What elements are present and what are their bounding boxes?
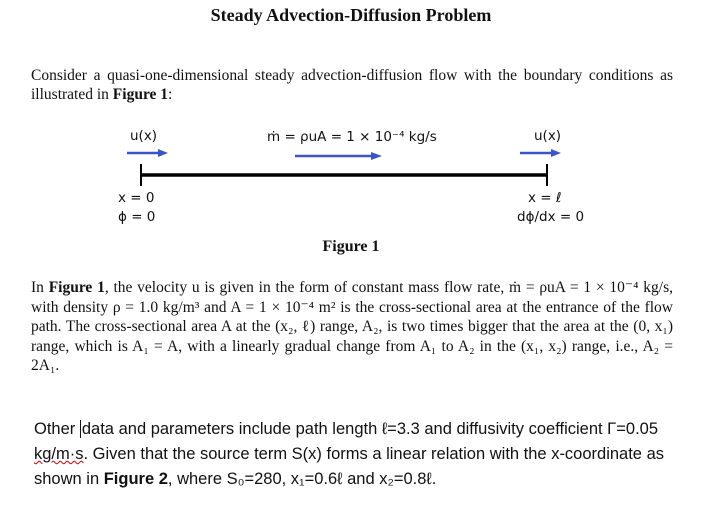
para3-units-spellcheck: kg/m·s xyxy=(34,445,84,463)
domain-bar xyxy=(141,164,547,186)
mass-flow-label: ṁ = ρuA = 1 × 10⁻⁴ kg/s xyxy=(267,129,437,145)
description-paragraph xyxy=(31,278,673,376)
para3-text-5: . Given that the source term S(x) forms a linear relation with the x-coordinate as shown in xyxy=(34,445,664,488)
para3-text-3: and parameters include path length ℓ=3.3 and diffusivity coefficient Γ=0.05 xyxy=(118,420,659,438)
para3-text-2: data xyxy=(81,420,114,438)
para3-text-6: , where S₀=280, x₁=0.6ℓ and x₂=0.8ℓ. xyxy=(167,470,437,488)
para2-figure-ref: Figure 1 xyxy=(48,279,105,296)
right-bc-x: x = ℓ xyxy=(528,190,562,206)
left-bc-x: x = 0 xyxy=(118,190,155,206)
velocity-label-left: u(x) xyxy=(130,128,158,144)
para3-text-1: Other xyxy=(34,420,76,438)
figure-1-diagram xyxy=(0,0,702,240)
figure-1-caption: Figure 1 xyxy=(322,238,380,255)
velocity-label-right: u(x) xyxy=(534,128,562,144)
page-title: Steady Advection-Diffusion Problem xyxy=(210,5,492,25)
para2-text-2: , the velocity u is given in the form of constant mass flow rate, ṁ = ρuA = 1 × 10⁻⁴ kg/s, with density ρ = 1.0 kg/m³ and A = 1 × 10⁻⁴ m² is the cross-sectional area at the entrance of the flow path. The cross-sectional area A at the (x₂, ℓ) range, A₂, is two times bigger that the area at the (0, x₁) range, which is A₁ = A, with a linearly gradual change from A₁ to A₂ in the (x₁, x₂) range, i.e., A₂ = 2A₁. xyxy=(31,279,673,374)
para3-figure-ref: Figure 2 xyxy=(103,470,168,488)
left-bc-phi: ϕ = 0 xyxy=(118,209,156,225)
right-velocity-arrow xyxy=(520,149,561,157)
mass-flow-arrow xyxy=(295,152,382,160)
parameters-paragraph xyxy=(34,417,674,492)
right-bc-phi: dϕ/dx = 0 xyxy=(517,209,585,225)
intro-text: Consider a quasi-one-dimensional steady advection-diffusion flow with the boundary conditions as illustrated in xyxy=(31,67,673,103)
para2-text-1: In xyxy=(31,279,44,296)
intro-end: : xyxy=(168,86,173,103)
left-velocity-arrow xyxy=(127,149,168,157)
intro-figure-ref: Figure 1 xyxy=(112,86,169,103)
